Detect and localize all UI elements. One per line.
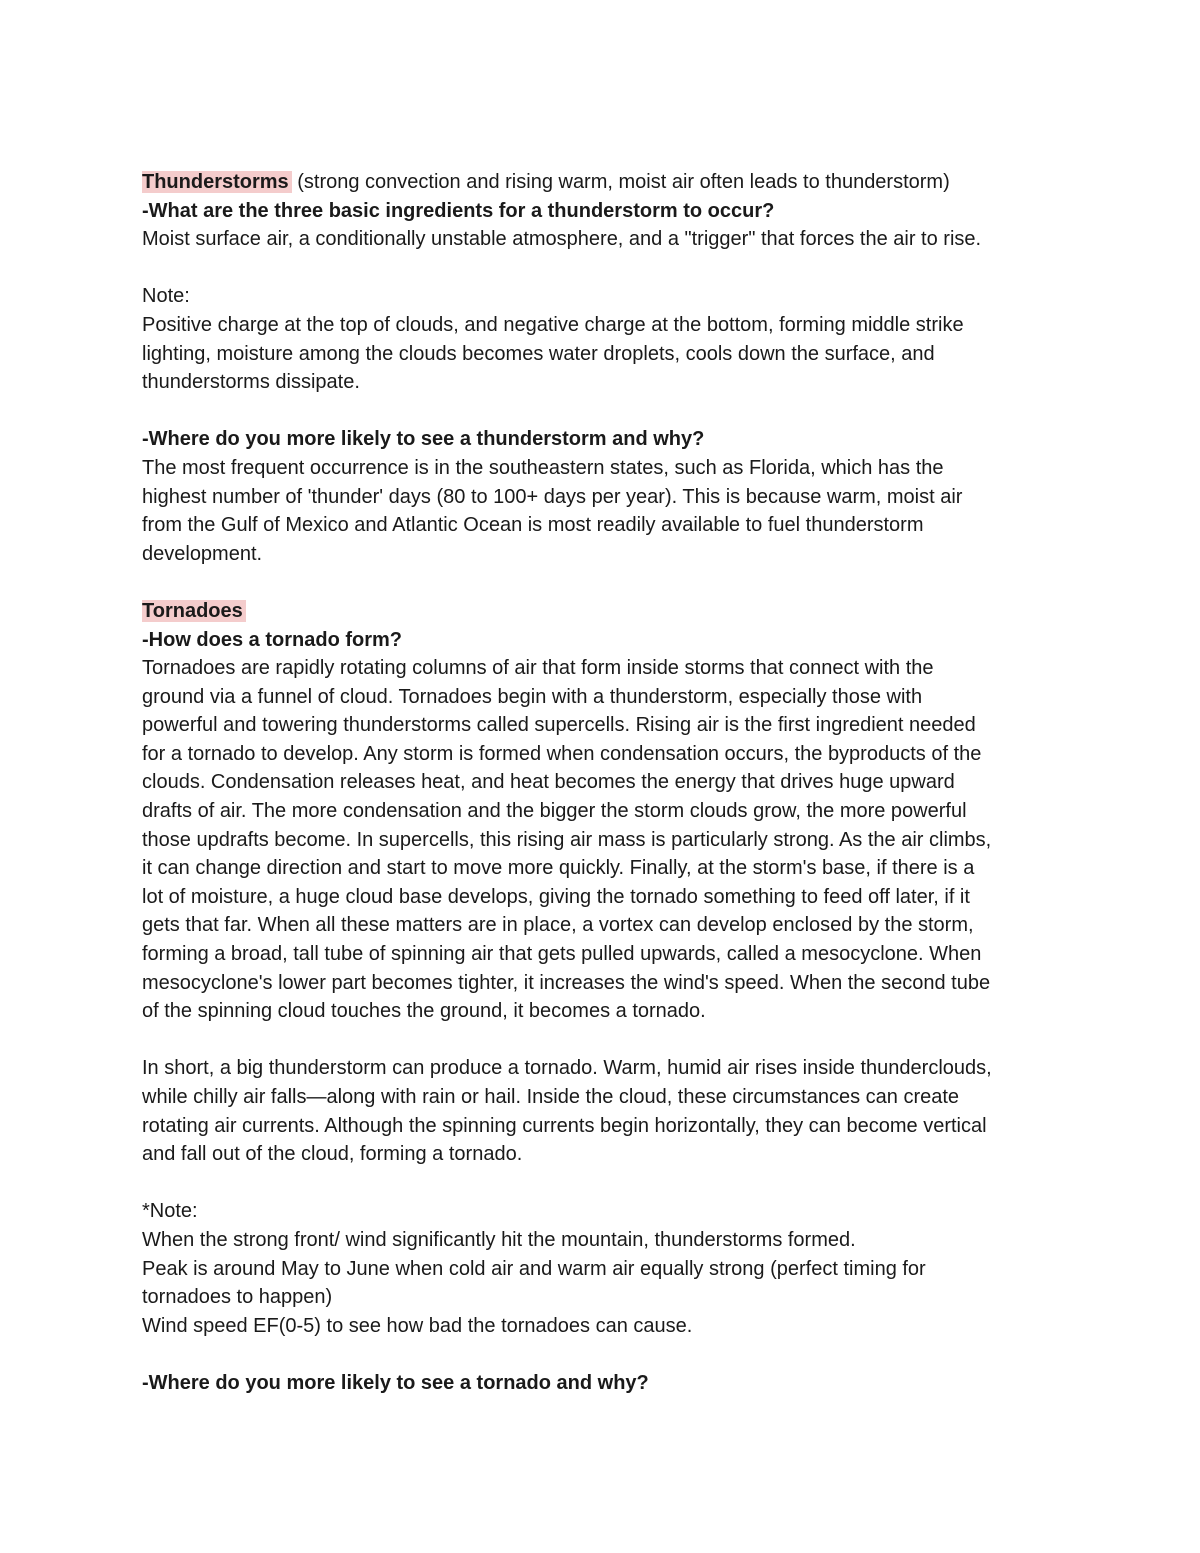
thunderstorms-heading-line [142, 168, 1072, 197]
answer-location-line: development. [142, 542, 263, 565]
spacer [142, 568, 1072, 597]
answer-form-line: for a tornado to develop. Any storm is formed when condensation occurs, the byproducts of the [142, 742, 982, 765]
answer-ingredients-line: Moist surface air, a conditionally unstable atmosphere, and a "trigger" that forces the air to rise. [142, 228, 982, 251]
document-page [142, 168, 1072, 1398]
spacer [142, 1169, 1072, 1198]
answer-form-line: forming a broad, tall tube of spinning air that gets pulled upwards, called a mesocyclone. When [142, 943, 982, 966]
answer-form-line: lot of moisture, a huge cloud base develops, giving the tornado something to feed off later, if it [142, 885, 970, 908]
tornado-note-line: Wind speed EF(0-5) to see how bad the tornadoes can cause. [142, 1314, 693, 1337]
spacer [142, 397, 1072, 426]
question-ingredients: -What are the three basic ingredients for a thunderstorm to occur? [142, 199, 775, 222]
answer-form-line: ground via a funnel of cloud. Tornadoes begin with a thunderstorm, especially those with [142, 685, 923, 708]
thunderstorms-heading-note: (strong convection and rising warm, moist air often leads to thunderstorm) [291, 171, 950, 193]
answer-location-line: from the Gulf of Mexico and Atlantic Ocean is most readily available to fuel thunderstorm [142, 514, 924, 537]
tornadoes-heading: Tornadoes [142, 600, 246, 622]
spacer [142, 1340, 1072, 1369]
question-tornado-form: -How does a tornado form? [142, 628, 402, 651]
question-thunderstorm-location: -Where do you more likely to see a thunderstorm and why? [142, 428, 705, 451]
note-line: thunderstorms dissipate. [142, 371, 360, 394]
summary-line: In short, a big thunderstorm can produce a tornado. Warm, humid air rises inside thunderclouds, [142, 1057, 992, 1080]
spacer [142, 1026, 1072, 1055]
spacer [142, 254, 1072, 283]
thunderstorms-heading: Thunderstorms [142, 171, 292, 193]
answer-form-line: it can change direction and start to move more quickly. Finally, at the storm's base, if there is a [142, 857, 975, 880]
answer-location-line: The most frequent occurrence is in the southeastern states, such as Florida, which has the [142, 456, 944, 479]
answer-form-line: drafts of air. The more condensation and the bigger the storm clouds grow, the more powerful [142, 800, 967, 823]
note-label: Note: [142, 285, 190, 308]
answer-form-line: those updrafts become. In supercells, this rising air mass is particularly strong. As the air climbs, [142, 828, 992, 851]
answer-form-line: gets that far. When all these matters are in place, a vortex can develop enclosed by the storm, [142, 914, 974, 937]
summary-line: and fall out of the cloud, forming a tornado. [142, 1143, 523, 1166]
answer-form-line: Tornadoes are rapidly rotating columns of air that form inside storms that connect with the [142, 657, 934, 680]
answer-form-line: powerful and towering thunderstorms called supercells. Rising air is the first ingredient needed [142, 714, 976, 737]
tornado-note-line: Peak is around May to June when cold air and warm air equally strong (perfect timing for [142, 1257, 926, 1280]
tornado-note-line: tornadoes to happen) [142, 1286, 333, 1309]
tornado-note-label: *Note: [142, 1200, 198, 1223]
summary-line: rotating air currents. Although the spinning currents begin horizontally, they can become vertical [142, 1114, 987, 1137]
answer-form-line: clouds. Condensation releases heat, and heat becomes the energy that drives huge upward [142, 771, 955, 794]
tornado-note-line: When the strong front/ wind significantly hit the mountain, thunderstorms formed. [142, 1228, 856, 1251]
answer-form-line: mesocyclone's lower part becomes tighter, it increases the wind's speed. When the second tube [142, 971, 991, 994]
question-tornado-location: -Where do you more likely to see a tornado and why? [142, 1371, 649, 1394]
answer-form-line: of the spinning cloud touches the ground, it becomes a tornado. [142, 1000, 706, 1023]
note-line: Positive charge at the top of clouds, and negative charge at the bottom, forming middle strike [142, 313, 964, 336]
summary-line: while chilly air falls—along with rain or hail. Inside the cloud, these circumstances can create [142, 1086, 960, 1108]
note-line: lighting, moisture among the clouds becomes water droplets, cools down the surface, and [142, 342, 935, 365]
answer-location-line: highest number of 'thunder' days (80 to 100+ days per year). This is because warm, moist air [142, 485, 963, 508]
tornadoes-heading-line [142, 597, 1072, 626]
